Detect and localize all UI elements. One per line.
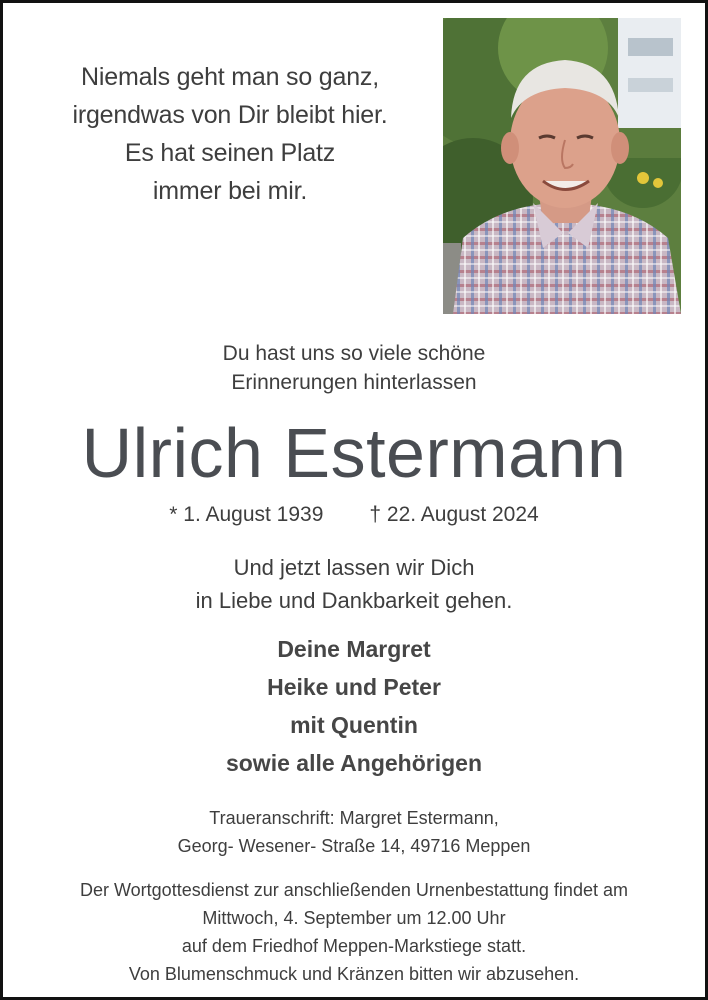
intro-text [0,339,708,397]
poem [20,58,440,210]
service-line: auf dem Friedhof Meppen-Markstiege statt. [181,936,527,956]
death-date: † 22. August 2024 [369,503,539,526]
service-line: Von Blumenschmuck und Kränzen bitten wir abzusehen. [128,964,580,984]
poem-line: Niemals geht man so ganz, [81,63,379,91]
farewell-text [0,551,708,617]
mourner: Deine Margret [277,636,431,662]
poem-line: immer bei mir. [152,177,308,205]
farewell-line: Und jetzt lassen wir Dich [233,555,475,580]
intro-line: Erinnerungen hinterlassen [231,371,477,394]
birth-date: * 1. August 1939 [169,503,324,526]
poem-line: Es hat seinen Platz [124,139,336,167]
farewell-line: in Liebe und Dankbarkeit gehen. [195,588,513,613]
portrait-photo [443,18,681,314]
poem-line: irgendwas von Dir bleibt hier. [72,101,388,129]
address-line: Traueranschrift: Margret Estermann, [209,808,499,828]
life-dates [0,500,708,530]
mourning-address [0,804,708,860]
service-line: Mittwoch, 4. September um 12.00 Uhr [202,908,506,928]
mourner: mit Quentin [290,712,418,738]
mourner: Heike und Peter [267,674,441,700]
service-info [0,876,708,988]
address-line: Georg- Wesener- Straße 14, 49716 Meppen [177,836,531,856]
mourners-list [0,630,708,782]
deceased-name: Ulrich Estermann [81,414,627,492]
mourner: sowie alle Angehörigen [225,750,483,776]
intro-line: Du hast uns so viele schöne [222,342,486,365]
portrait-photo-icon [443,18,681,314]
service-line: Der Wortgottesdienst zur anschließenden Urnenbestattung findet am [80,880,628,900]
